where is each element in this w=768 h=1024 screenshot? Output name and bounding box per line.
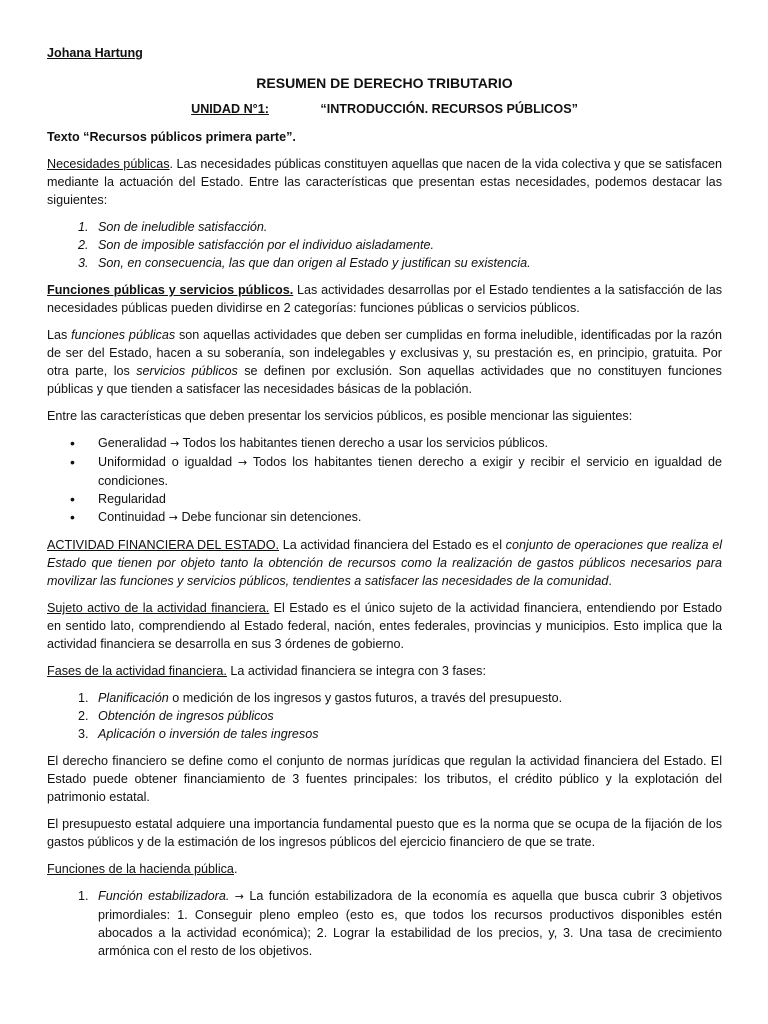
term-servicios-publicos: servicios públicos	[136, 364, 238, 378]
sujeto-paragraph	[47, 599, 722, 653]
unit-name: “INTRODUCCIÓN. RECURSOS PÚBLICOS”	[320, 102, 578, 116]
list-item: • Uniformidad o igualdad → Todos los habitantes tienen derecho a exigir y recibir el servicio en igualdad de condiciones.	[92, 453, 722, 490]
unit-heading	[47, 100, 722, 118]
list-item: 1. Son de ineludible satisfacción.	[92, 218, 722, 236]
fases-heading: Fases de la actividad financiera.	[47, 664, 227, 678]
caracteristicas-list	[47, 434, 722, 527]
funciones-paragraph	[47, 281, 722, 317]
actividad-definition: conjunto de operaciones que realiza el Estado que tienen por objeto tanto la obtención de recursos como la realización de gastos públicos necesarios para movilizar las funciones y servicios públicos, tendientes a satisfacer las necesidades de la comunidad	[47, 538, 722, 588]
text-reference: Texto “Recursos públicos primera parte”.	[47, 130, 296, 144]
document-title: RESUMEN DE DERECHO TRIBUTARIO	[256, 75, 513, 91]
arrow-icon: →	[170, 437, 180, 450]
actividad-paragraph: ACTIVIDAD FINANCIERA DEL ESTADO. La actividad financiera del Estado es el conjunto de operaciones que realiza el Estado que tienen por objeto tanto la obtención de recursos como la realización de gastos públicos necesarios para movilizar las funciones y servicios públicos, tendientes a satisfacer las necesidades de la comunidad.	[47, 538, 722, 588]
necesidades-list	[47, 218, 722, 272]
list-item: • Regularidad	[92, 490, 722, 508]
list-item: 1. Planificación o medición de los ingresos y gastos futuros, a través del presupuesto.	[92, 689, 722, 707]
term-funciones-publicas: funciones públicas	[71, 328, 176, 342]
caracteristicas-intro: Entre las características que deben presentar los servicios públicos, es posible mencionar las siguientes:	[47, 409, 633, 423]
list-item: 2. Obtención de ingresos públicos	[92, 707, 722, 725]
hacienda-heading: Funciones de la hacienda pública	[47, 862, 234, 876]
list-item: 3. Aplicación o inversión de tales ingresos	[92, 725, 722, 743]
funciones-heading: Funciones públicas y servicios públicos.	[47, 283, 294, 297]
arrow-icon: →	[234, 890, 244, 903]
derecho-financiero-paragraph: El derecho financiero se define como el conjunto de normas jurídicas que regulan la actividad financiera del Estado. El Estado puede obtener financiamiento de 3 fuentes principales: los tributos, el crédito público y la explotación del patrimonio estatal.	[47, 754, 722, 804]
necesidades-body: Las necesidades públicas constituyen aquellas que nacen de la vida colectiva y que se satisfacen mediante la actuación del Estado. Entre las características que presentan estas necesidades, podemos destacar las siguientes:	[47, 157, 722, 207]
funciones-body: Las actividades desarrollas por el Estado tendientes a la satisfacción de las necesidades públicas pueden dividirse en 2 categorías: funciones públicas o servicios públicos.	[47, 283, 723, 315]
author-name: Johana Hartung	[47, 46, 143, 60]
fases-body: La actividad financiera se integra con 3 fases:	[226, 664, 486, 678]
list-item: • Continuidad → Debe funcionar sin detenciones.	[92, 508, 722, 527]
arrow-icon: →	[168, 511, 178, 524]
list-item: • Generalidad → Todos los habitantes tienen derecho a usar los servicios públicos.	[92, 434, 722, 453]
unit-label: UNIDAD N°1:	[191, 102, 269, 116]
sujeto-body: El Estado es el único sujeto de la actividad financiera, entendiendo por Estado en sentido lato, comprendiendo al Estado federal, nación, entes federales, provincias y municipios. Esto implica que la actividad financiera se desarrolla en sus 3 órdenes de gobierno.	[47, 601, 722, 651]
list-item: 1. Función estabilizadora. → La función estabilizadora de la economía es aquella que busca cubrir 3 objetivos primordiales: 1. Conseguir pleno empleo (esto es, que todos los recursos productivos disponibles estén abocados a la actividad económica); 2. Lograr la estabilidad de los precios, y, 3. Una tasa de crecimiento armónica con el resto de los objetivos.	[92, 887, 722, 960]
necesidades-heading: Necesidades públicas	[47, 157, 170, 171]
fases-paragraph	[47, 662, 722, 680]
presupuesto-paragraph: El presupuesto estatal adquiere una importancia fundamental puesto que es la norma que se ocupa de la fijación de los gastos públicos y de la estimación de los ingresos públicos del ejercicio financiero de que se trate.	[47, 817, 722, 849]
hacienda-list	[47, 887, 722, 960]
list-item: 3. Son, en consecuencia, las que dan origen al Estado y justifican su existencia.	[92, 254, 722, 272]
list-item: 2. Son de imposible satisfacción por el individuo aisladamente.	[92, 236, 722, 254]
funciones-definition-paragraph: Las funciones públicas son aquellas actividades que deben ser cumplidas en forma ineludible, identificadas por la razón de ser del Estado, hacen a su soberanía, son indelegables y exclusivas y, su prestación es, en principio, gratuita. Por otra parte, los servicios públicos se definen por exclusión. Son aquellas actividades que no constituyen funciones públicas y que tienden a satisfacer las necesidades básicas de la población.	[47, 328, 722, 396]
necesidades-paragraph: Necesidades públicas. Las necesidades públicas constituyen aquellas que nacen de la vida colectiva y que se satisfacen mediante la actuación del Estado. Entre las características que presentan estas necesidades, podemos destacar las siguientes:	[47, 157, 722, 207]
hacienda-heading-paragraph: Funciones de la hacienda pública.	[47, 862, 238, 876]
fases-list	[47, 689, 722, 743]
arrow-icon: →	[238, 456, 248, 469]
sujeto-heading: Sujeto activo de la actividad financiera.	[47, 601, 270, 615]
actividad-heading: ACTIVIDAD FINANCIERA DEL ESTADO.	[47, 538, 280, 552]
